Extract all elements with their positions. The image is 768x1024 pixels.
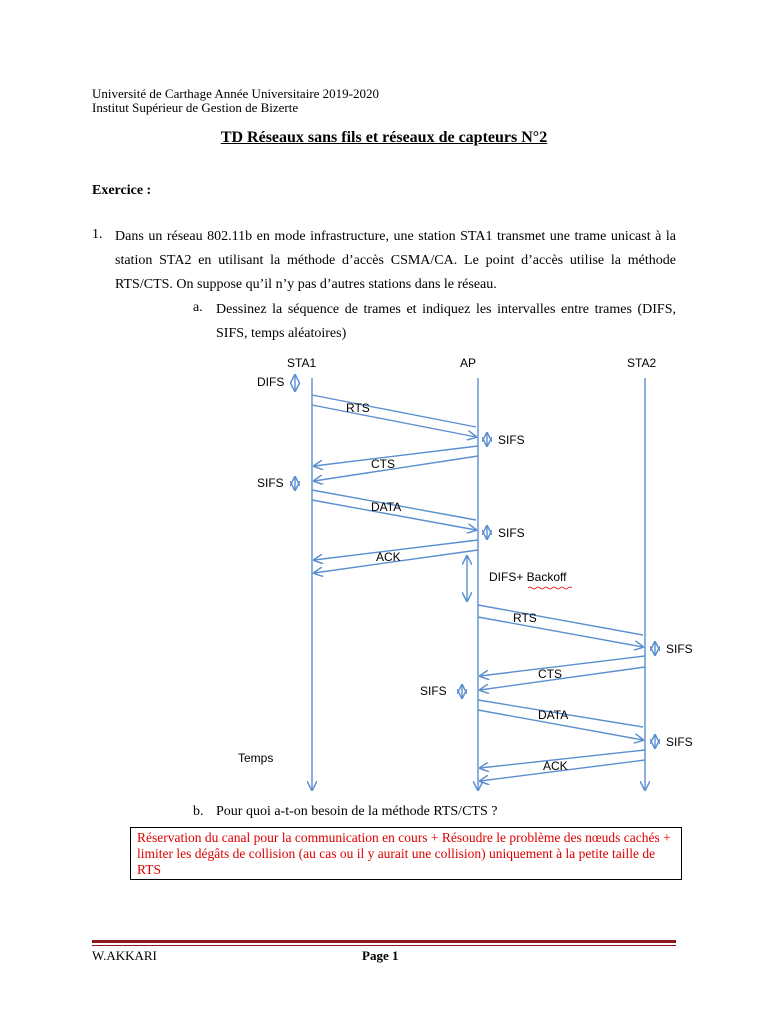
question-1-number: 1. <box>92 227 103 242</box>
question-1b-letter: b. <box>193 804 204 819</box>
answer-box: Réservation du canal pour la communication en cours + Résoudre le problème des nœuds cachés + limiter les dégâts de collision (au cas ou il y aurait une collision) uniquement à la petite taille de RTS <box>130 827 682 880</box>
station-label-sta1: STA1 <box>287 356 317 370</box>
sifs-label-3: SIFS <box>498 526 525 540</box>
rts1-arrow-end <box>312 405 476 437</box>
footer-divider-thin <box>92 945 676 946</box>
cts2-arrow-end <box>480 667 645 690</box>
station-label-sta2: STA2 <box>627 356 657 370</box>
station-label-ap: AP <box>460 356 477 370</box>
data-label-2: DATA <box>538 708 569 722</box>
rts2-arrow-end <box>478 617 643 647</box>
document-title: TD Réseaux sans fils et réseaux de capteurs N°2 <box>220 129 548 146</box>
question-1a-text: Dessinez la séquence de trames et indiquez les intervalles entre trames (DIFS, SIFS, temps aléatoires) <box>216 302 676 341</box>
sifs-label-1: SIFS <box>498 433 525 447</box>
sifs-label-5: SIFS <box>420 684 447 698</box>
exercise-heading: Exercice : <box>92 183 152 198</box>
header-university: Université de Carthage Année Universitaire 2019-2020 <box>92 86 379 101</box>
spellcheck-underline <box>528 587 572 589</box>
question-1-text: Dans un réseau 802.11b en mode infrastructure, une station STA1 transmet une trame unicast à la station STA2 en utilisant la méthode d’accès CSMA/CA. Le point d’accès utilise la méthode RTS/CTS. On suppose qu’il n’y pas d’autres stations dans le réseau. <box>115 229 676 292</box>
sifs-label-4: SIFS <box>666 642 693 656</box>
cts2-arrow-start <box>480 656 645 676</box>
cts-label-2: CTS <box>538 667 562 681</box>
rts2-arrow-start <box>478 605 643 635</box>
time-axis-label: Temps <box>238 751 274 765</box>
difs-backoff-label: DIFS+ Backoff <box>489 570 567 584</box>
sifs-label-6: SIFS <box>666 735 693 749</box>
cts-label-1: CTS <box>371 457 395 471</box>
rts-label-1: RTS <box>346 401 370 415</box>
cts1-arrow-start <box>314 446 478 466</box>
footer-page-number: Page 1 <box>362 948 399 963</box>
footer-author: W.AKKARI <box>92 948 157 963</box>
cts1-arrow-end <box>314 456 478 481</box>
question-1b-text: Pour quoi a-t-on besoin de la méthode RTS/CTS ? <box>216 804 498 819</box>
sifs-label-2: SIFS <box>257 476 284 490</box>
rts1-arrow-start <box>312 395 476 427</box>
difs-label: DIFS <box>257 375 285 389</box>
footer-divider <box>92 940 676 943</box>
header-institute: Institut Supérieur de Gestion de Bizerte <box>92 100 299 115</box>
ack-label-1: ACK <box>376 550 401 564</box>
data-label-1: DATA <box>371 500 402 514</box>
rts-label-2: RTS <box>513 611 537 625</box>
question-1a-letter: a. <box>193 300 203 315</box>
ack-label-2: ACK <box>543 759 568 773</box>
